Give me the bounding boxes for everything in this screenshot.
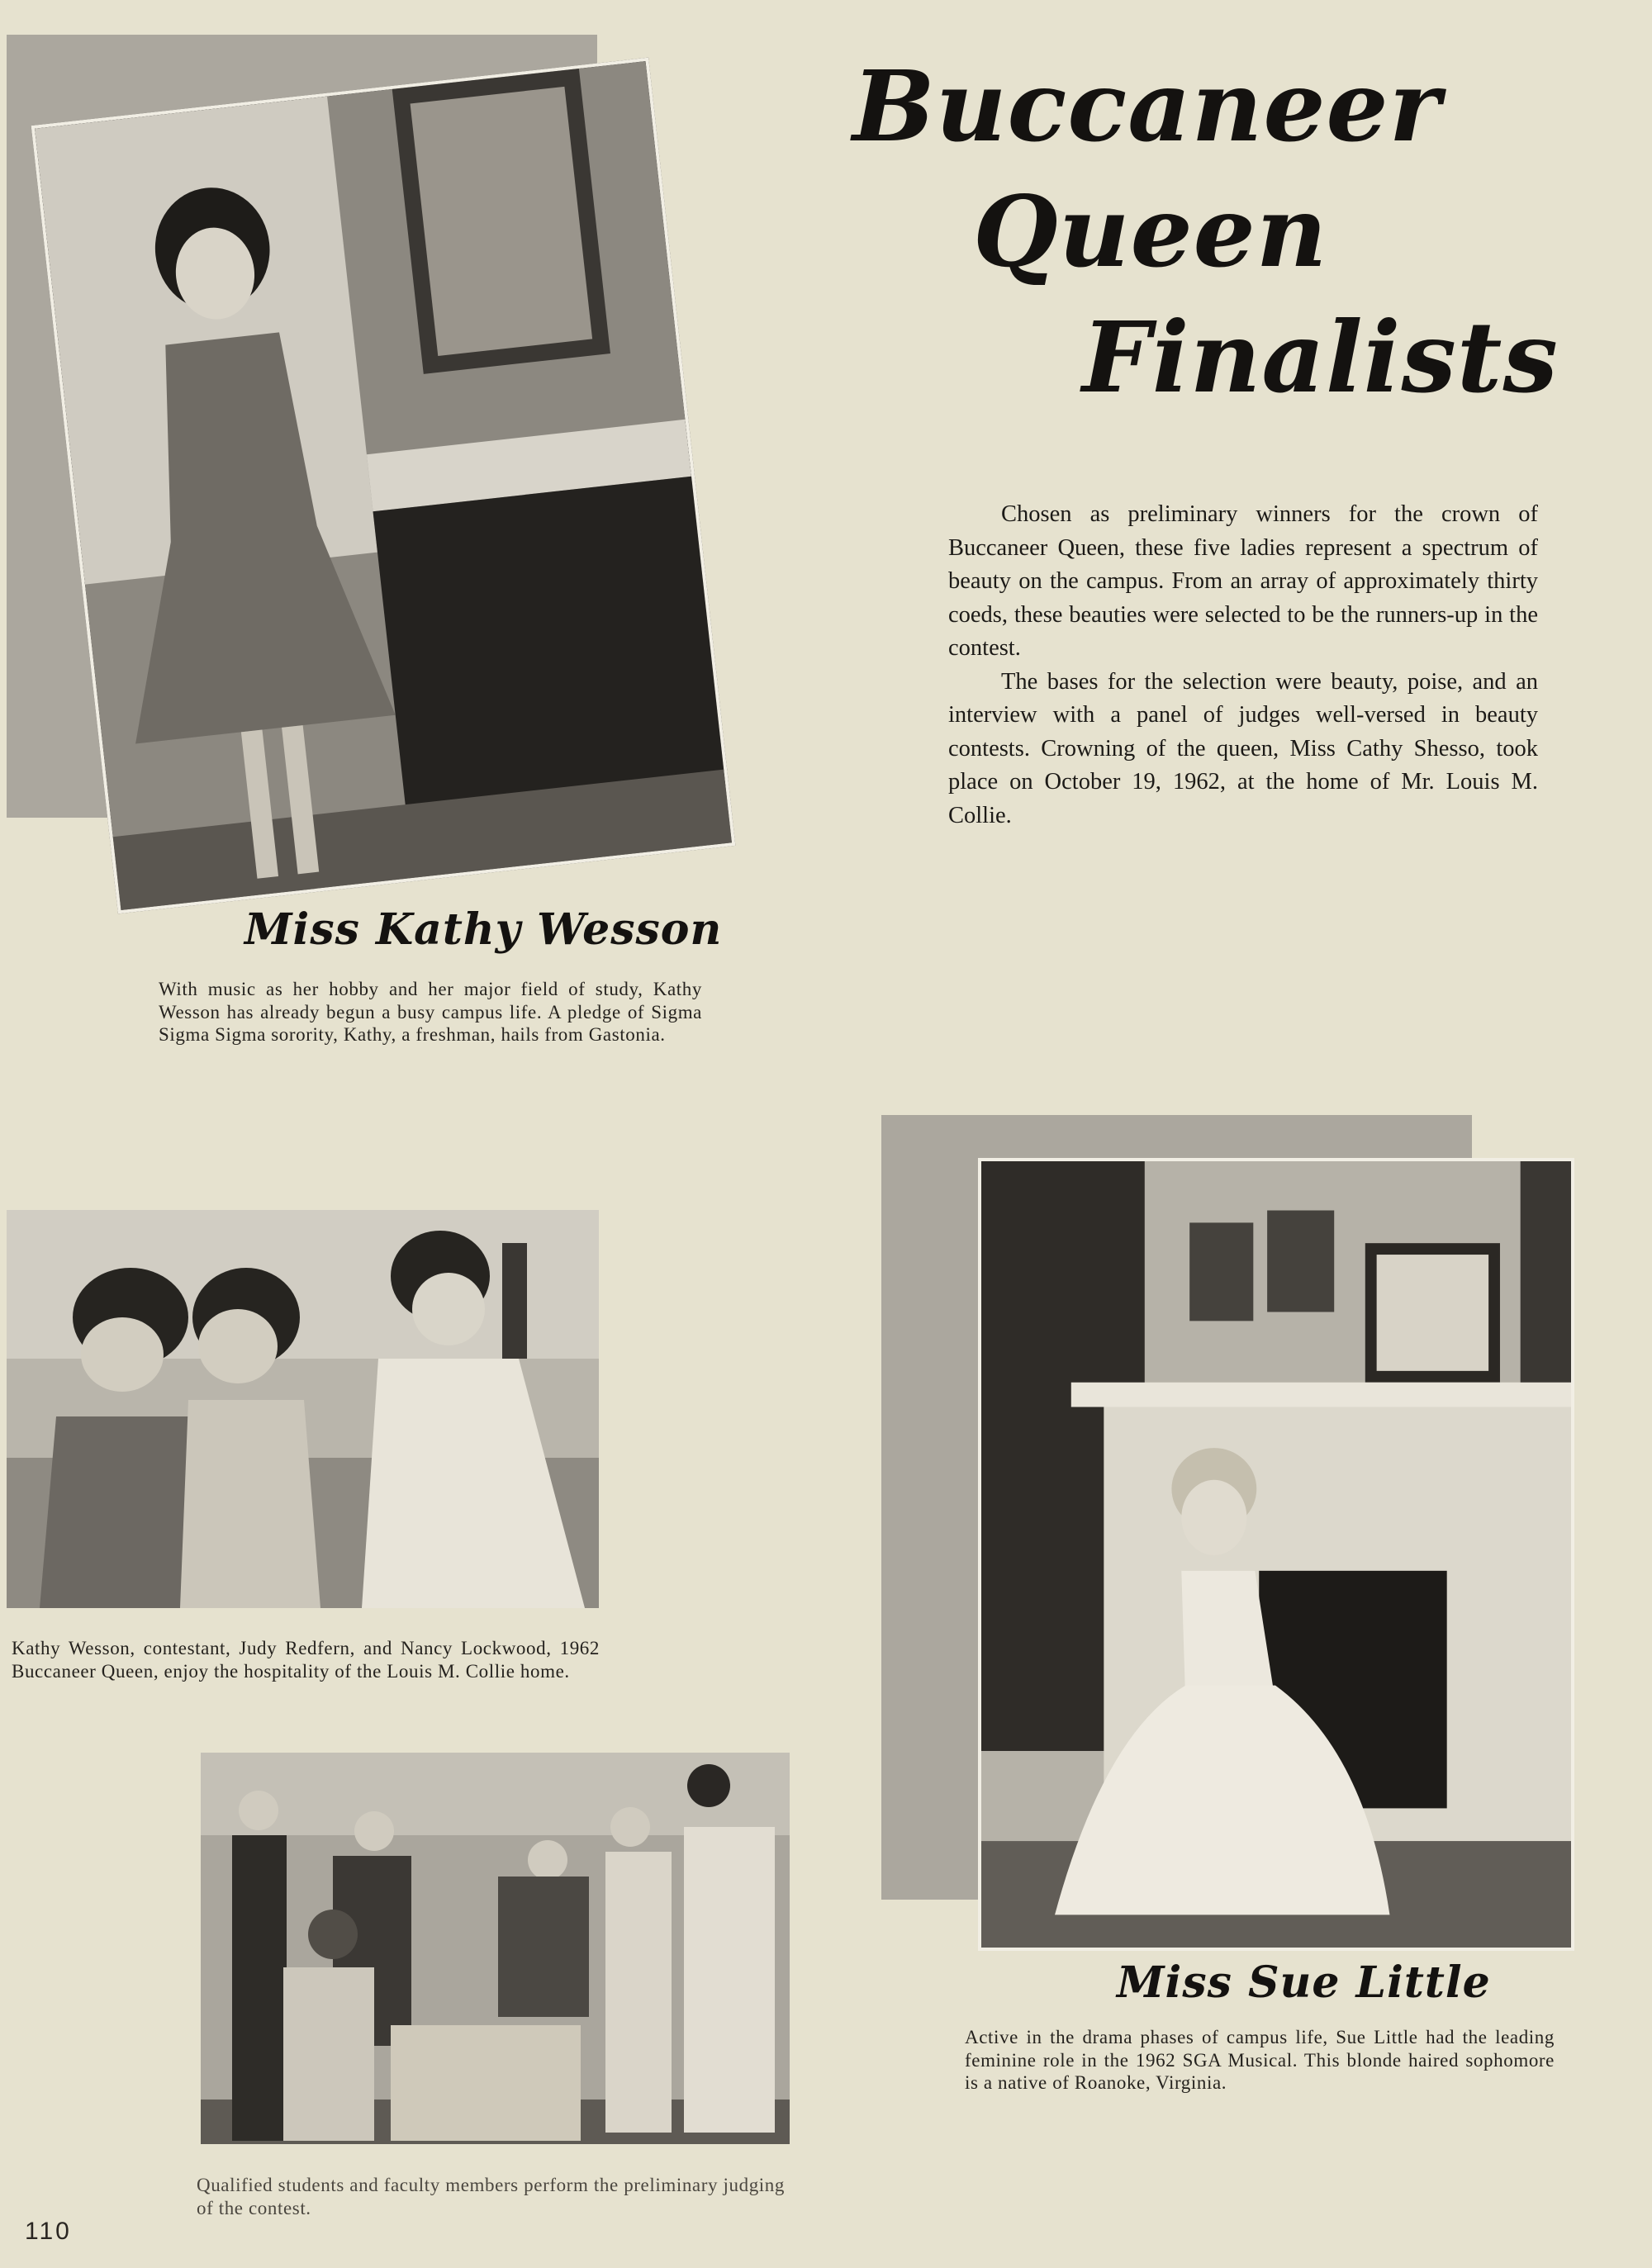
page-number: 110 [25,2218,72,2245]
title-line-2: Queen [973,174,1328,289]
kathy-wesson-caption: With music as her hobby and her major field of study, Kathy Wesson has already begun a busy campus life. A pledge of Sigma Sigma Sigma sorority, Kathy, a freshman, hails from Gastonia. [159,979,702,1045]
hospitality-photo [7,1210,599,1608]
kathy-wesson-name: Miss Kathy Wesson [244,904,723,955]
intro-paragraph-1: Chosen as preliminary winners for the crown of Buccaneer Queen, these five ladies represent a spectrum of beauty on the campus. From an array of approximately thirty coeds, these beauties were selected to be the runners-up in the contest. [948,501,1538,661]
intro-paragraph-2: The bases for the selection were beauty, poise, and an interview with a panel of judges well-versed in beauty contests. Crowning of the queen, Miss Cathy Shesso, took place on October 19, 1962, at the home of Mr. Louis M. Collie. [948,668,1538,828]
sue-photo-illustration [981,1161,1571,1948]
hospitality-photo-illustration [7,1210,599,1608]
sue-little-caption: Active in the drama phases of campus life, Sue Little had the leading feminine role in the 1962 SGA Musical. This blonde haired sophomore is a native of Roanoke, Virginia. [965,2027,1555,2093]
title-line-3: Finalists [1082,300,1559,415]
hospitality-caption: Kathy Wesson, contestant, Judy Redfern, and Nancy Lockwood, 1962 Buccaneer Queen, enjoy the hospitality of the Louis M. Collie home. [12,1638,600,1682]
kathy-photo-illustration [35,61,732,910]
sue-little-photo [978,1158,1574,1951]
title-line-1: Buccaneer [852,49,1441,164]
sue-little-name: Miss Sue Little [1117,1957,1491,2008]
kathy-wesson-photo [31,58,736,914]
intro-text [948,498,1538,833]
judging-caption: Qualified students and faculty members perform the preliminary judging of the contest. [197,2175,785,2218]
judging-photo [201,1753,790,2144]
judging-photo-illustration [201,1753,790,2144]
